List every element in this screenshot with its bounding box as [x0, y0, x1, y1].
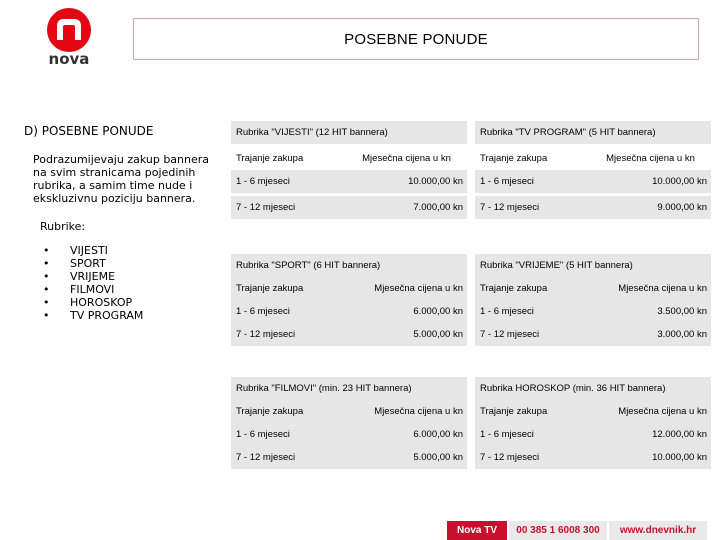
section-heading: D) POSEBNE PONUDE — [24, 124, 154, 138]
table-header: Rubrika "FILMOVI" (min. 23 HIT bannera) — [231, 377, 467, 400]
bullet-icon: • — [43, 283, 50, 296]
footer-phone: 00 385 1 6008 300 — [507, 521, 607, 540]
table-row: 1 - 6 mjeseci 3.500,00 kn — [475, 300, 711, 323]
table-row: 7 - 12 mjeseci 5.000,00 kn — [231, 446, 467, 469]
nova-logo — [26, 6, 112, 68]
footer-bar — [447, 521, 707, 540]
section-description: Podrazumijevaju zakup bannera na svim stranicama pojedinih rubrika, a samim time nude i ekskluzivnu poziciju bannera. — [33, 153, 210, 205]
table-header: Rubrika "TV PROGRAM" (5 HIT bannera) — [475, 121, 711, 144]
table-subheader: Trajanje zakupa Mjesečna cijena u kn — [231, 277, 467, 300]
bullet-icon: • — [43, 296, 50, 309]
table-row: 7 - 12 mjeseci 3.000,00 kn — [475, 323, 711, 346]
table-header: Rubrika HOROSKOP (min. 36 HIT bannera) — [475, 377, 711, 400]
logo-circle — [47, 8, 91, 52]
footer-brand: Nova TV — [447, 521, 507, 540]
price-table-vijesti — [231, 121, 467, 219]
table-header: Rubrika "VIJESTI" (12 HIT bannera) — [231, 121, 467, 144]
list-item: • SPORT — [43, 257, 106, 270]
table-row: 1 - 6 mjeseci 10.000,00 kn — [231, 170, 467, 193]
table-header: Rubrika "VRIJEME" (5 HIT bannera) — [475, 254, 711, 277]
list-item: • VRIJEME — [43, 270, 116, 283]
table-subheader: Trajanje zakupa Mjesečna cijena u kn — [475, 277, 711, 300]
logo-text: nova — [48, 50, 90, 68]
list-item: • HOROSKOP — [43, 296, 133, 309]
table-subheader: Trajanje zakupa Mjesečna cijena u kn — [231, 147, 467, 170]
table-row: 1 - 6 mjeseci 6.000,00 kn — [231, 423, 467, 446]
rubrike-label: Rubrike: — [40, 220, 86, 233]
price-table-sport — [231, 254, 467, 346]
list-item: • FILMOVI — [43, 283, 115, 296]
table-subheader: Trajanje zakupa Mjesečna cijena u kn — [231, 400, 467, 423]
price-table-tv-program — [475, 121, 711, 219]
bullet-icon: • — [43, 257, 50, 270]
rubrike-list — [40, 244, 143, 322]
list-item: • VIJESTI — [43, 244, 108, 257]
table-row: 1 - 6 mjeseci 6.000,00 kn — [231, 300, 467, 323]
price-table-horoskop — [475, 377, 711, 469]
bullet-icon: • — [43, 309, 50, 322]
bullet-icon: • — [43, 244, 50, 257]
footer-website[interactable]: www.dnevnik.hr — [607, 521, 707, 540]
table-header: Rubrika "SPORT" (6 HIT bannera) — [231, 254, 467, 277]
page-title: POSEBNE PONUDE — [344, 30, 488, 48]
table-row: 7 - 12 mjeseci 7.000,00 kn — [231, 196, 467, 219]
price-table-vrijeme — [475, 254, 711, 346]
table-row: 1 - 6 mjeseci 10.000,00 kn — [475, 170, 711, 193]
price-table-filmovi — [231, 377, 467, 469]
page-title-box — [133, 18, 699, 60]
table-subheader: Trajanje zakupa Mjesečna cijena u kn — [475, 147, 711, 170]
table-row: 7 - 12 mjeseci 10.000,00 kn — [475, 446, 711, 469]
bullet-icon: • — [43, 270, 50, 283]
list-item: • TV PROGRAM — [43, 309, 144, 322]
table-row: 1 - 6 mjeseci 12.000,00 kn — [475, 423, 711, 446]
table-row: 7 - 12 mjeseci 9.000,00 kn — [475, 196, 711, 219]
table-subheader: Trajanje zakupa Mjesečna cijena u kn — [475, 400, 711, 423]
table-row: 7 - 12 mjeseci 5.000,00 kn — [231, 323, 467, 346]
